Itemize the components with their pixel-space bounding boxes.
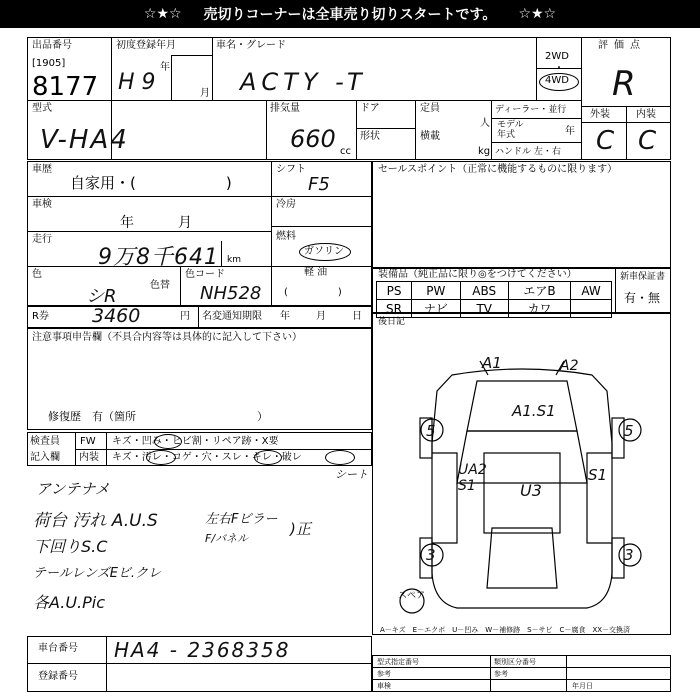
spec-row2a: 参考: [377, 670, 391, 678]
name-value: ACTY -T: [240, 68, 367, 96]
spec-row3a: 車検: [377, 682, 391, 690]
lot-sub: [1905]: [32, 58, 66, 69]
equip-aw: AW: [571, 282, 612, 300]
r-ticket-label: R券: [32, 311, 49, 322]
equip-label: 装備品（純正品に限り◎をつけてください）: [378, 269, 577, 280]
spare-label: スペア: [398, 591, 426, 601]
mileage-value: 9万8千641: [98, 245, 219, 270]
dmg-a2-top: A2: [560, 358, 579, 374]
dmg-left-door: UA2 S1: [458, 462, 487, 494]
shape-label: 形状: [360, 131, 380, 142]
repair-label: 修復歴 有（箇所 ）: [48, 410, 268, 423]
r-ticket-unit: 円: [180, 311, 190, 322]
shift-value: F5: [308, 174, 330, 195]
color-code-value: NH528: [200, 283, 262, 304]
sales-point-box: [372, 161, 671, 268]
damage-legend: A－キズ E－エクボ U－凹み W－補修跡 S－サビ C－腐食 XX－交換済: [380, 626, 631, 634]
mileage-unit: km: [227, 255, 241, 265]
mark-circle-dirt: [146, 450, 176, 465]
remark-line-2c: F/バネル: [205, 532, 249, 545]
dealer-label: ディーラー・並行: [495, 105, 567, 115]
cap-unit: 人: [480, 118, 490, 129]
shaken-year: 年: [120, 215, 134, 231]
model-label: 型式: [32, 103, 52, 114]
tax-month: 月: [316, 311, 326, 322]
shaken-month: 月: [178, 215, 192, 231]
aircon-label: 冷房: [276, 199, 296, 210]
equip-row-1: [377, 282, 612, 300]
warranty-value: 有・無: [624, 291, 661, 305]
warranty-label: 新車保証書: [620, 272, 666, 282]
reg-year-unit: 年: [160, 62, 170, 73]
ext-value: C: [596, 126, 615, 156]
color-change-label: 色替: [150, 280, 170, 291]
tax-year: 年: [280, 311, 290, 322]
drive-4wd: 4WD: [545, 75, 569, 86]
tax-day: 日: [352, 311, 362, 322]
dmg-right-rear: 3: [624, 546, 634, 564]
chassis-label: 車台番号: [38, 643, 78, 654]
ext-label: 外装: [590, 109, 610, 120]
mark-circle-dent: [154, 434, 182, 449]
dmg-center: U3: [520, 481, 542, 500]
eval-value: R: [612, 64, 636, 104]
dmg-right-front: 5: [624, 422, 634, 440]
spec-row1b: 類別区分番号: [494, 658, 536, 666]
inspector-label-1: 検査員: [30, 436, 60, 447]
fuel-paren: ( ): [284, 287, 342, 298]
dmg-right-door: S1: [588, 466, 608, 484]
fw-label: FW: [80, 436, 96, 447]
equip-tv: TV: [460, 300, 508, 318]
int-value: C: [638, 126, 657, 156]
fuel-diesel: 軽 油: [304, 267, 328, 278]
equip-sr: SR: [377, 300, 412, 318]
equip-airbag: エアB: [508, 282, 570, 300]
fuel-label: 燃料: [276, 231, 296, 242]
history-value: 自家用・( ): [70, 174, 232, 192]
dmg-left-rear: 3: [426, 546, 436, 564]
eval-label: 評価点: [598, 40, 646, 51]
sales-label: セールスポイント（正常に機能するものに限ります）: [378, 164, 618, 175]
remark-line-4: テールレンズEビ.クレ: [33, 566, 162, 581]
remark-line-5: 各A.U.Pic: [33, 593, 106, 612]
dmg-left-front: 5: [426, 422, 436, 440]
year-unit: 年: [565, 126, 575, 137]
tax-label: 名変通知期限: [202, 311, 262, 322]
cap-label: 定員: [420, 103, 440, 114]
disp-value: 660: [290, 125, 336, 153]
dmg-roof: A1.S1: [512, 402, 556, 420]
equip-pw: PW: [412, 282, 461, 300]
r-ticket-value: 3460: [92, 305, 141, 327]
load-unit: kg: [478, 146, 491, 157]
banner-text: 売切りコーナーは全車売り切りスタートです。: [203, 7, 497, 23]
mark-circle-scuff: [254, 450, 282, 465]
lot-label: 出品番号: [32, 40, 72, 51]
reg-number-label: 登録番号: [38, 671, 78, 682]
model-value: V-HA4: [40, 125, 129, 155]
handle-label: ハンドル 左・右: [495, 147, 561, 157]
door-label: ドア: [360, 103, 380, 114]
reg-label: 初度登録年月: [116, 40, 176, 51]
car-diagram: [372, 313, 671, 635]
seat-note: シート: [335, 468, 368, 481]
mark-circle-tear: [325, 450, 355, 465]
shape-value: 横載: [420, 131, 440, 142]
remark-line-3: 下回りS.C: [33, 537, 108, 556]
inspector-label-2: 記入欄: [30, 452, 60, 463]
color-label: 色: [32, 269, 42, 280]
in-label: 内装: [79, 452, 99, 463]
banner-stars-left: ☆★☆: [143, 6, 182, 22]
banner: [0, 0, 700, 28]
spec-row2b: 参考: [494, 670, 508, 678]
spec-row1a: 型式指定番号: [377, 658, 419, 666]
fw-items: キズ・凹み・ヒビ割・リペア跡・X要: [112, 436, 279, 447]
reg-month-unit: 月: [200, 88, 210, 99]
name-label: 車名・グレード: [216, 40, 286, 51]
equip-navi: ナビ: [412, 300, 461, 318]
banner-stars-right: ☆★☆: [518, 6, 557, 22]
notes-label: 注意事項申告欄（不具合内容等は具体的に記入して下さい）: [32, 332, 302, 343]
dmg-a1-top: A1: [482, 354, 502, 372]
lot-number: 8177: [32, 72, 99, 102]
model-year-label: モデル 年式: [497, 120, 524, 140]
drive-2wd: 2WD: [545, 51, 569, 62]
equip-abs: ABS: [460, 282, 508, 300]
remark-line-1: アンテナメ: [36, 480, 110, 498]
color-code-label: 色コード: [185, 269, 225, 280]
disp-label: 排気量: [270, 103, 300, 114]
shift-label: シフト: [276, 164, 306, 175]
equip-ps: PS: [377, 282, 412, 300]
remark-line-2d: )正: [290, 520, 311, 538]
color-value: シR: [86, 286, 117, 307]
equip-leather: カワ: [508, 300, 570, 318]
history-label: 車歴: [32, 164, 52, 175]
in-items: キズ・汚レ・コゲ・穴・スレ・キレ・破レ: [112, 452, 302, 463]
fuel-gas: ガソリン: [304, 246, 344, 257]
reg-year: H 9: [118, 70, 156, 95]
remark-line-2b: 左右Fビラー: [205, 512, 278, 527]
mileage-label: 走行: [32, 234, 52, 245]
remark-line-2: 荷台 汚れ A.U.S: [33, 511, 158, 531]
chassis-value: HA4 - 2368358: [114, 638, 291, 662]
shaken-label: 車検: [32, 199, 52, 210]
int-label: 内装: [636, 109, 656, 120]
spec-row3b: 年月日: [572, 682, 593, 690]
disp-unit: cc: [340, 146, 351, 157]
